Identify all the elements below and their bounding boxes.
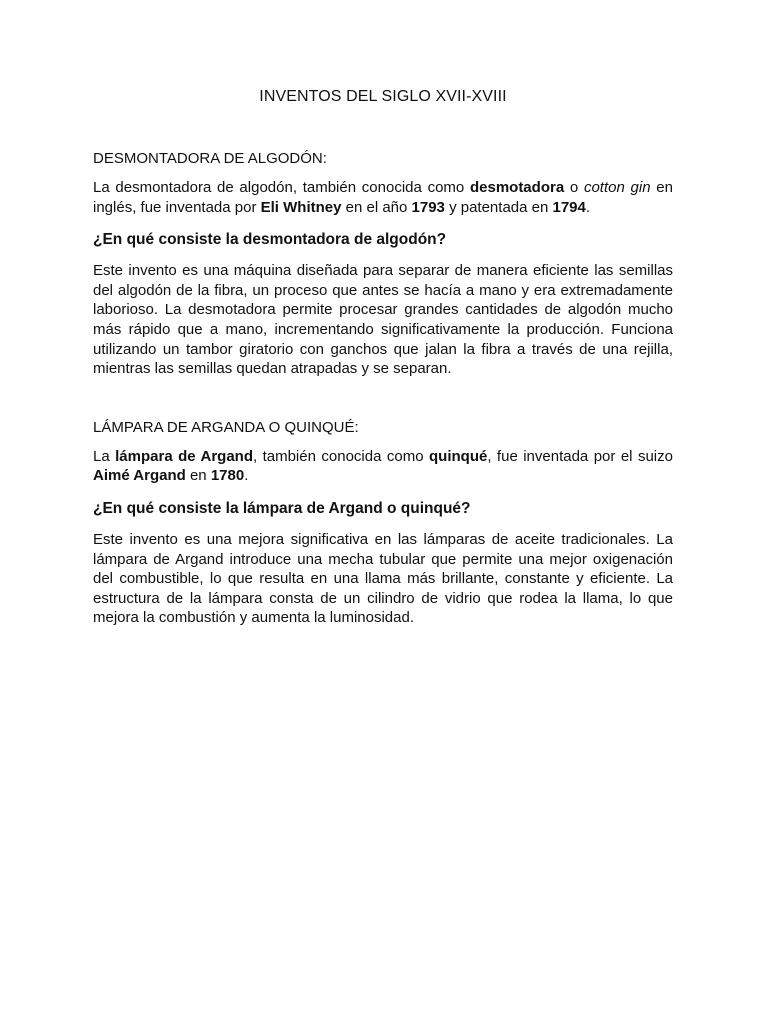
- text-run: .: [585, 198, 591, 216]
- bold-term: quinqué: [429, 447, 488, 465]
- bold-term: 1780: [210, 467, 245, 485]
- section-heading-argand-lamp: LÁMPARA DE ARGANDA O QUINQUÉ:: [93, 418, 359, 436]
- intro-paragraph-argand-lamp: [93, 447, 673, 486]
- italic-term: cotton gin: [583, 179, 651, 196]
- text-run: .: [244, 467, 249, 485]
- text-run: y patentada en: [444, 198, 553, 216]
- text-run: en: [185, 467, 211, 485]
- bold-term: desmotadora: [469, 179, 565, 196]
- question-heading-argand-lamp: ¿En qué consiste la lámpara de Argand o quinqué?: [93, 499, 471, 517]
- bold-term: Aimé Argand: [93, 467, 186, 485]
- body-paragraph-cotton-gin: Este invento es una máquina diseñada para separar de manera eficiente las semillas del algodón de la fibra, un proceso que antes se hacía a mano y era extremadamente laborioso. La desmotadora permite procesar grandes cantidades de algodón mucho más rápido que a mano, incrementando significativamente la producción. Funciona utilizando un tambor giratorio con ganchos que jalan la fibra a través de una rejilla, mientras las semillas quedan atrapadas y se separan.: [93, 262, 673, 378]
- text-run: , también conocida como: [252, 447, 429, 465]
- bold-term: 1794: [552, 198, 586, 216]
- intro-paragraph-cotton-gin: [93, 178, 673, 217]
- question-heading-cotton-gin: ¿En qué consiste la desmontadora de algodón?: [93, 231, 447, 249]
- bold-term: 1793: [411, 198, 445, 216]
- body-paragraph-argand-lamp: Este invento es una mejora significativa en las lámparas de aceite tradicionales. La lámpara de Argand introduce una mecha tubular que permite una mejor oxigenación del combustible, lo que resulta en una llama más brillante, constante y eficiente. La estructura de la lámpara consta de un cilindro de vidrio que rodea la llama, lo que mejora la combustión y aumenta la luminosidad.: [93, 530, 673, 627]
- text-run: en inglés, fue inventada por: [93, 179, 673, 216]
- text-run: La: [93, 447, 116, 465]
- text-run: o: [564, 179, 584, 196]
- text-run: , fue inventada por el suizo: [487, 447, 673, 465]
- document-content: [93, 86, 673, 640]
- section-heading-cotton-gin: DESMONTADORA DE ALGODÓN:: [93, 150, 327, 167]
- section-spacer: [93, 391, 673, 417]
- text-run: en el año: [341, 198, 412, 216]
- bold-term: lámpara de Argand: [115, 447, 253, 465]
- bold-term: Eli Whitney: [260, 198, 342, 216]
- text-run: La desmontadora de algodón, también conocida como: [93, 179, 470, 196]
- document-title: INVENTOS DEL SIGLO XVII-XVIII: [259, 88, 507, 105]
